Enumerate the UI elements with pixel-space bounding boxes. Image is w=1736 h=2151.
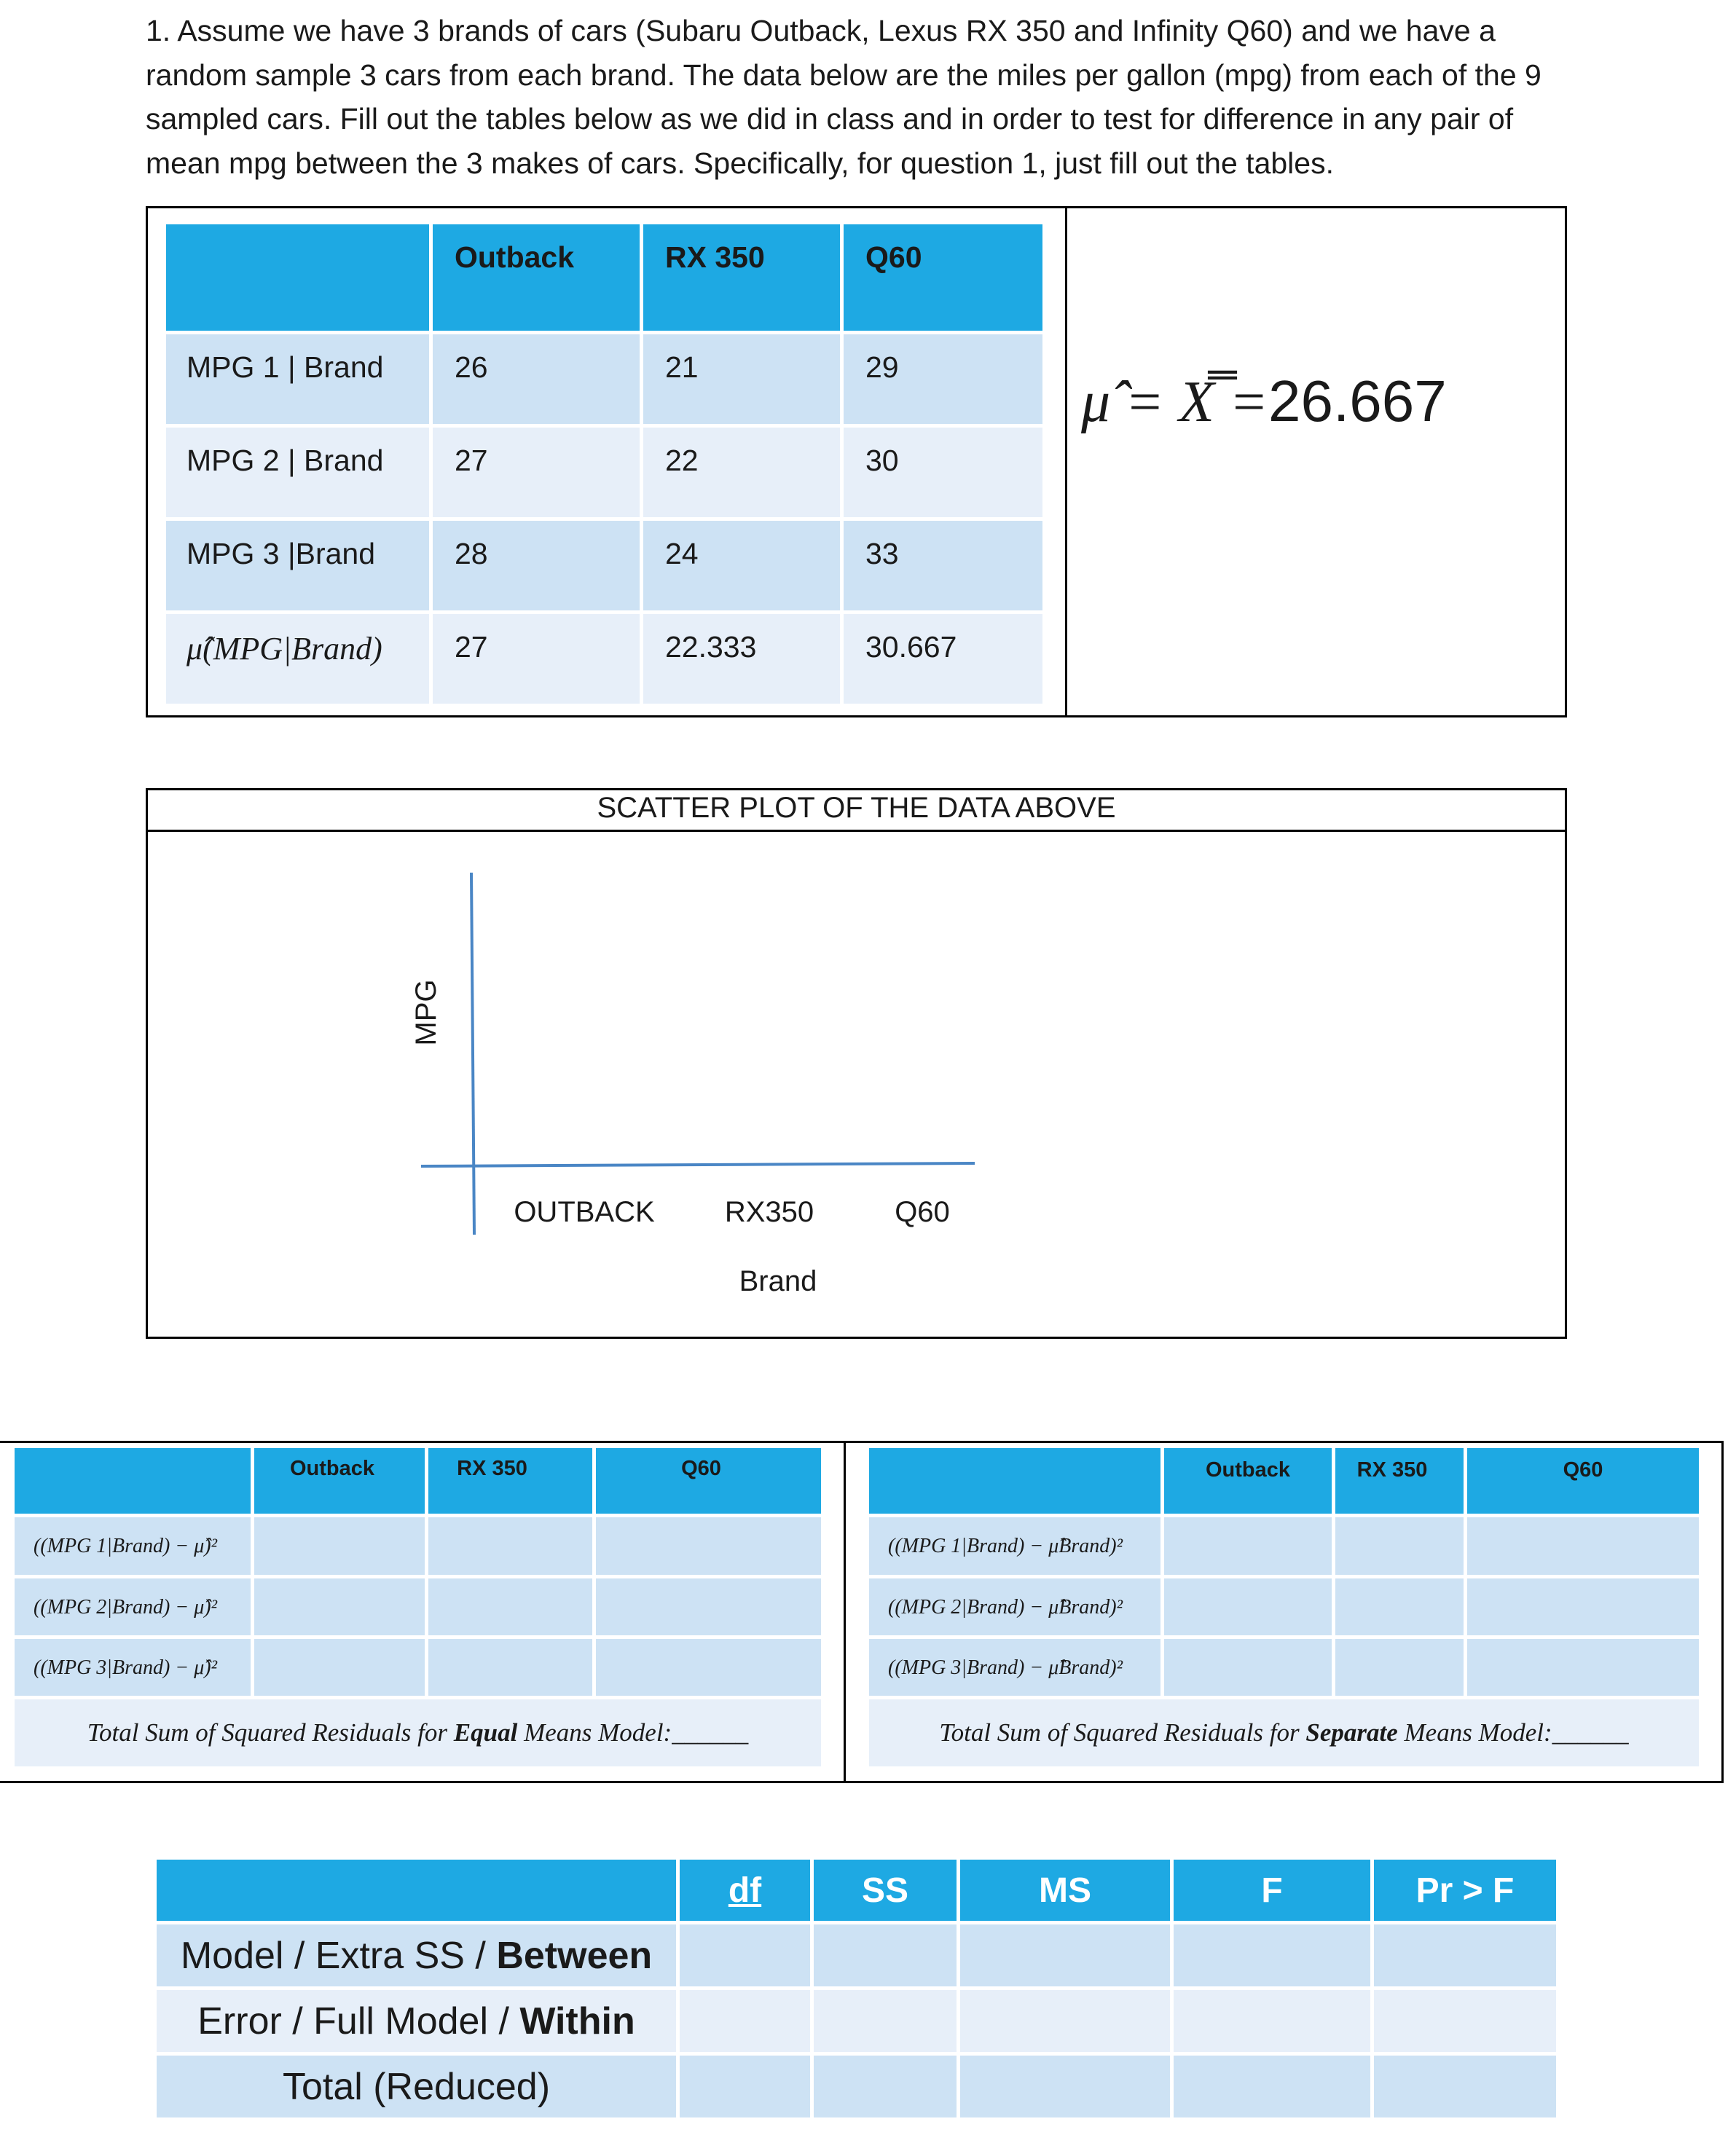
grand-mean-lhs: μ̂ = X̿ = [1081,370,1268,434]
header-empty [166,224,429,331]
table-cell[interactable] [1174,1924,1370,1986]
table-cell[interactable] [1335,1639,1464,1696]
table-cell[interactable] [814,1924,957,1986]
x-tick-label: RX350 [724,1196,814,1228]
header-empty [869,1448,1160,1514]
header-q60: Q60 [1467,1448,1699,1514]
residual-divider [844,1441,846,1783]
table-row [869,1517,1699,1575]
table-cell[interactable] [1174,1990,1370,2052]
header-outback: Outback [1164,1448,1332,1514]
row-label: ((MPG 1|Brand) − μ̂Brand)² [869,1517,1160,1575]
row-label: ((MPG 3|Brand) − μ̂)² [15,1639,251,1696]
header-outback: Outback [433,224,640,331]
table-cell[interactable] [428,1517,592,1575]
table-cell[interactable] [1164,1639,1332,1696]
row-label: ((MPG 2|Brand) − μ̂Brand)² [869,1578,1160,1635]
table-row [166,614,1042,704]
x-tick-label: Q60 [895,1196,950,1228]
table-row [15,1639,821,1696]
table-cell[interactable] [1335,1578,1464,1635]
data-table [162,221,1046,707]
total-label-pre: Total Sum of Squared Residuals for [939,1718,1306,1747]
grand-mean-equation [1081,368,1447,436]
header-ss: SS [814,1860,957,1921]
box-divider [1065,206,1067,717]
header-df: df [680,1860,810,1921]
header-rx350: RX 350 [643,224,840,331]
table-cell[interactable] [960,1990,1170,2052]
y-axis-label: MPG [410,979,442,1046]
table-row [15,1699,821,1766]
table-row [157,2056,1556,2117]
header-empty [15,1448,251,1514]
table-cell[interactable] [960,2056,1170,2117]
table-cell[interactable] [428,1639,592,1696]
table-cell[interactable] [428,1578,592,1635]
table-cell[interactable] [1174,2056,1370,2117]
table-cell: 30.667 [844,614,1042,704]
table-row [166,428,1042,517]
x-tick-label: OUTBACK [514,1196,655,1228]
anova-row-label: Model / Extra SS / Between [157,1924,676,1986]
table-cell[interactable] [1335,1517,1464,1575]
header-pr-f: Pr > F [1374,1860,1556,1921]
grand-mean-value: 26.667 [1268,369,1447,433]
separate-means-total [869,1699,1699,1766]
table-row [869,1578,1699,1635]
equal-means-table [11,1444,825,1770]
question-text: 1. Assume we have 3 brands of cars (Subaru Outback, Lexus RX 350 and Infinity Q60) and we have a random sample 3 cars from each brand. The data below are the miles per gallon (mpg) from each of the 9 sampled cars. Fill out the tables below as we did in class and in order to test for difference in any pair of mean mpg between the 3 makes of cars. Specifically, for question 1, just fill out the tables. [146,14,1541,180]
table-cell[interactable] [1374,1924,1556,1986]
table-cell[interactable] [1374,1990,1556,2052]
row-label: ((MPG 1|Brand) − μ̂)² [15,1517,251,1575]
x-axis-label: Brand [739,1265,817,1297]
table-cell: 22.333 [643,614,840,704]
total-label-bold: Equal [453,1718,518,1747]
table-row [166,334,1042,424]
scatter-title: SCATTER PLOT OF THE DATA ABOVE [597,792,1116,824]
table-cell[interactable] [1164,1517,1332,1575]
table-cell: 26 [433,334,640,424]
table-cell: 28 [433,521,640,610]
anova-row-label: Total (Reduced) [157,2056,676,2117]
total-label-bold: Separate [1305,1718,1398,1747]
row-label: MPG 3 |Brand [166,521,429,610]
row-label-mean: μ̂(MPG|Brand) [166,614,429,704]
table-cell[interactable] [1467,1578,1699,1635]
table-row [166,521,1042,610]
table-cell[interactable] [254,1639,425,1696]
scatter-box [146,788,1567,1339]
equal-means-total [15,1699,821,1766]
table-cell[interactable] [254,1578,425,1635]
table-cell: 29 [844,334,1042,424]
table-cell[interactable] [596,1639,821,1696]
header-outback: Outback [254,1448,425,1514]
table-cell[interactable] [814,1990,957,2052]
header-empty [157,1860,676,1921]
table-cell: 27 [433,614,640,704]
table-row [15,1578,821,1635]
total-label-post: Means Model:______ [517,1718,749,1747]
table-cell[interactable] [254,1517,425,1575]
table-cell[interactable] [1164,1578,1332,1635]
table-cell[interactable] [960,1924,1170,1986]
separate-means-table [865,1444,1702,1770]
header-q60: Q60 [844,224,1042,331]
anova-table [153,1856,1560,2121]
header-ms: MS [960,1860,1170,1921]
header-q60: Q60 [596,1448,821,1514]
row-label: ((MPG 2|Brand) − μ̂)² [15,1578,251,1635]
row-label: ((MPG 3|Brand) − μ̂Brand)² [869,1639,1160,1696]
header-f: F [1174,1860,1370,1921]
table-cell: 22 [643,428,840,517]
table-row [15,1517,821,1575]
table-cell[interactable] [814,2056,957,2117]
table-cell[interactable] [680,1990,810,2052]
table-cell[interactable] [1467,1639,1699,1696]
table-cell: 30 [844,428,1042,517]
table-cell[interactable] [680,2056,810,2117]
table-row [869,1699,1699,1766]
header-rx350: RX 350 [428,1448,592,1514]
anova-row-label: Error / Full Model / Within [157,1990,676,2052]
table-cell: 33 [844,521,1042,610]
row-label: MPG 2 | Brand [166,428,429,517]
table-cell[interactable] [596,1517,821,1575]
table-cell[interactable] [680,1924,810,1986]
table-row [157,1990,1556,2052]
table-cell[interactable] [1374,2056,1556,2117]
table-header-row [166,224,1042,331]
scatter-title-divider [146,830,1567,832]
table-row [869,1639,1699,1696]
table-cell: 27 [433,428,640,517]
table-row [157,1924,1556,1986]
table-cell[interactable] [1467,1517,1699,1575]
table-cell: 21 [643,334,840,424]
header-rx350: RX 350 [1335,1448,1464,1514]
total-label-pre: Total Sum of Squared Residuals for [87,1718,454,1747]
total-label-post: Means Model:______ [1397,1718,1629,1747]
row-label: MPG 1 | Brand [166,334,429,424]
table-cell: 24 [643,521,840,610]
table-cell[interactable] [596,1578,821,1635]
